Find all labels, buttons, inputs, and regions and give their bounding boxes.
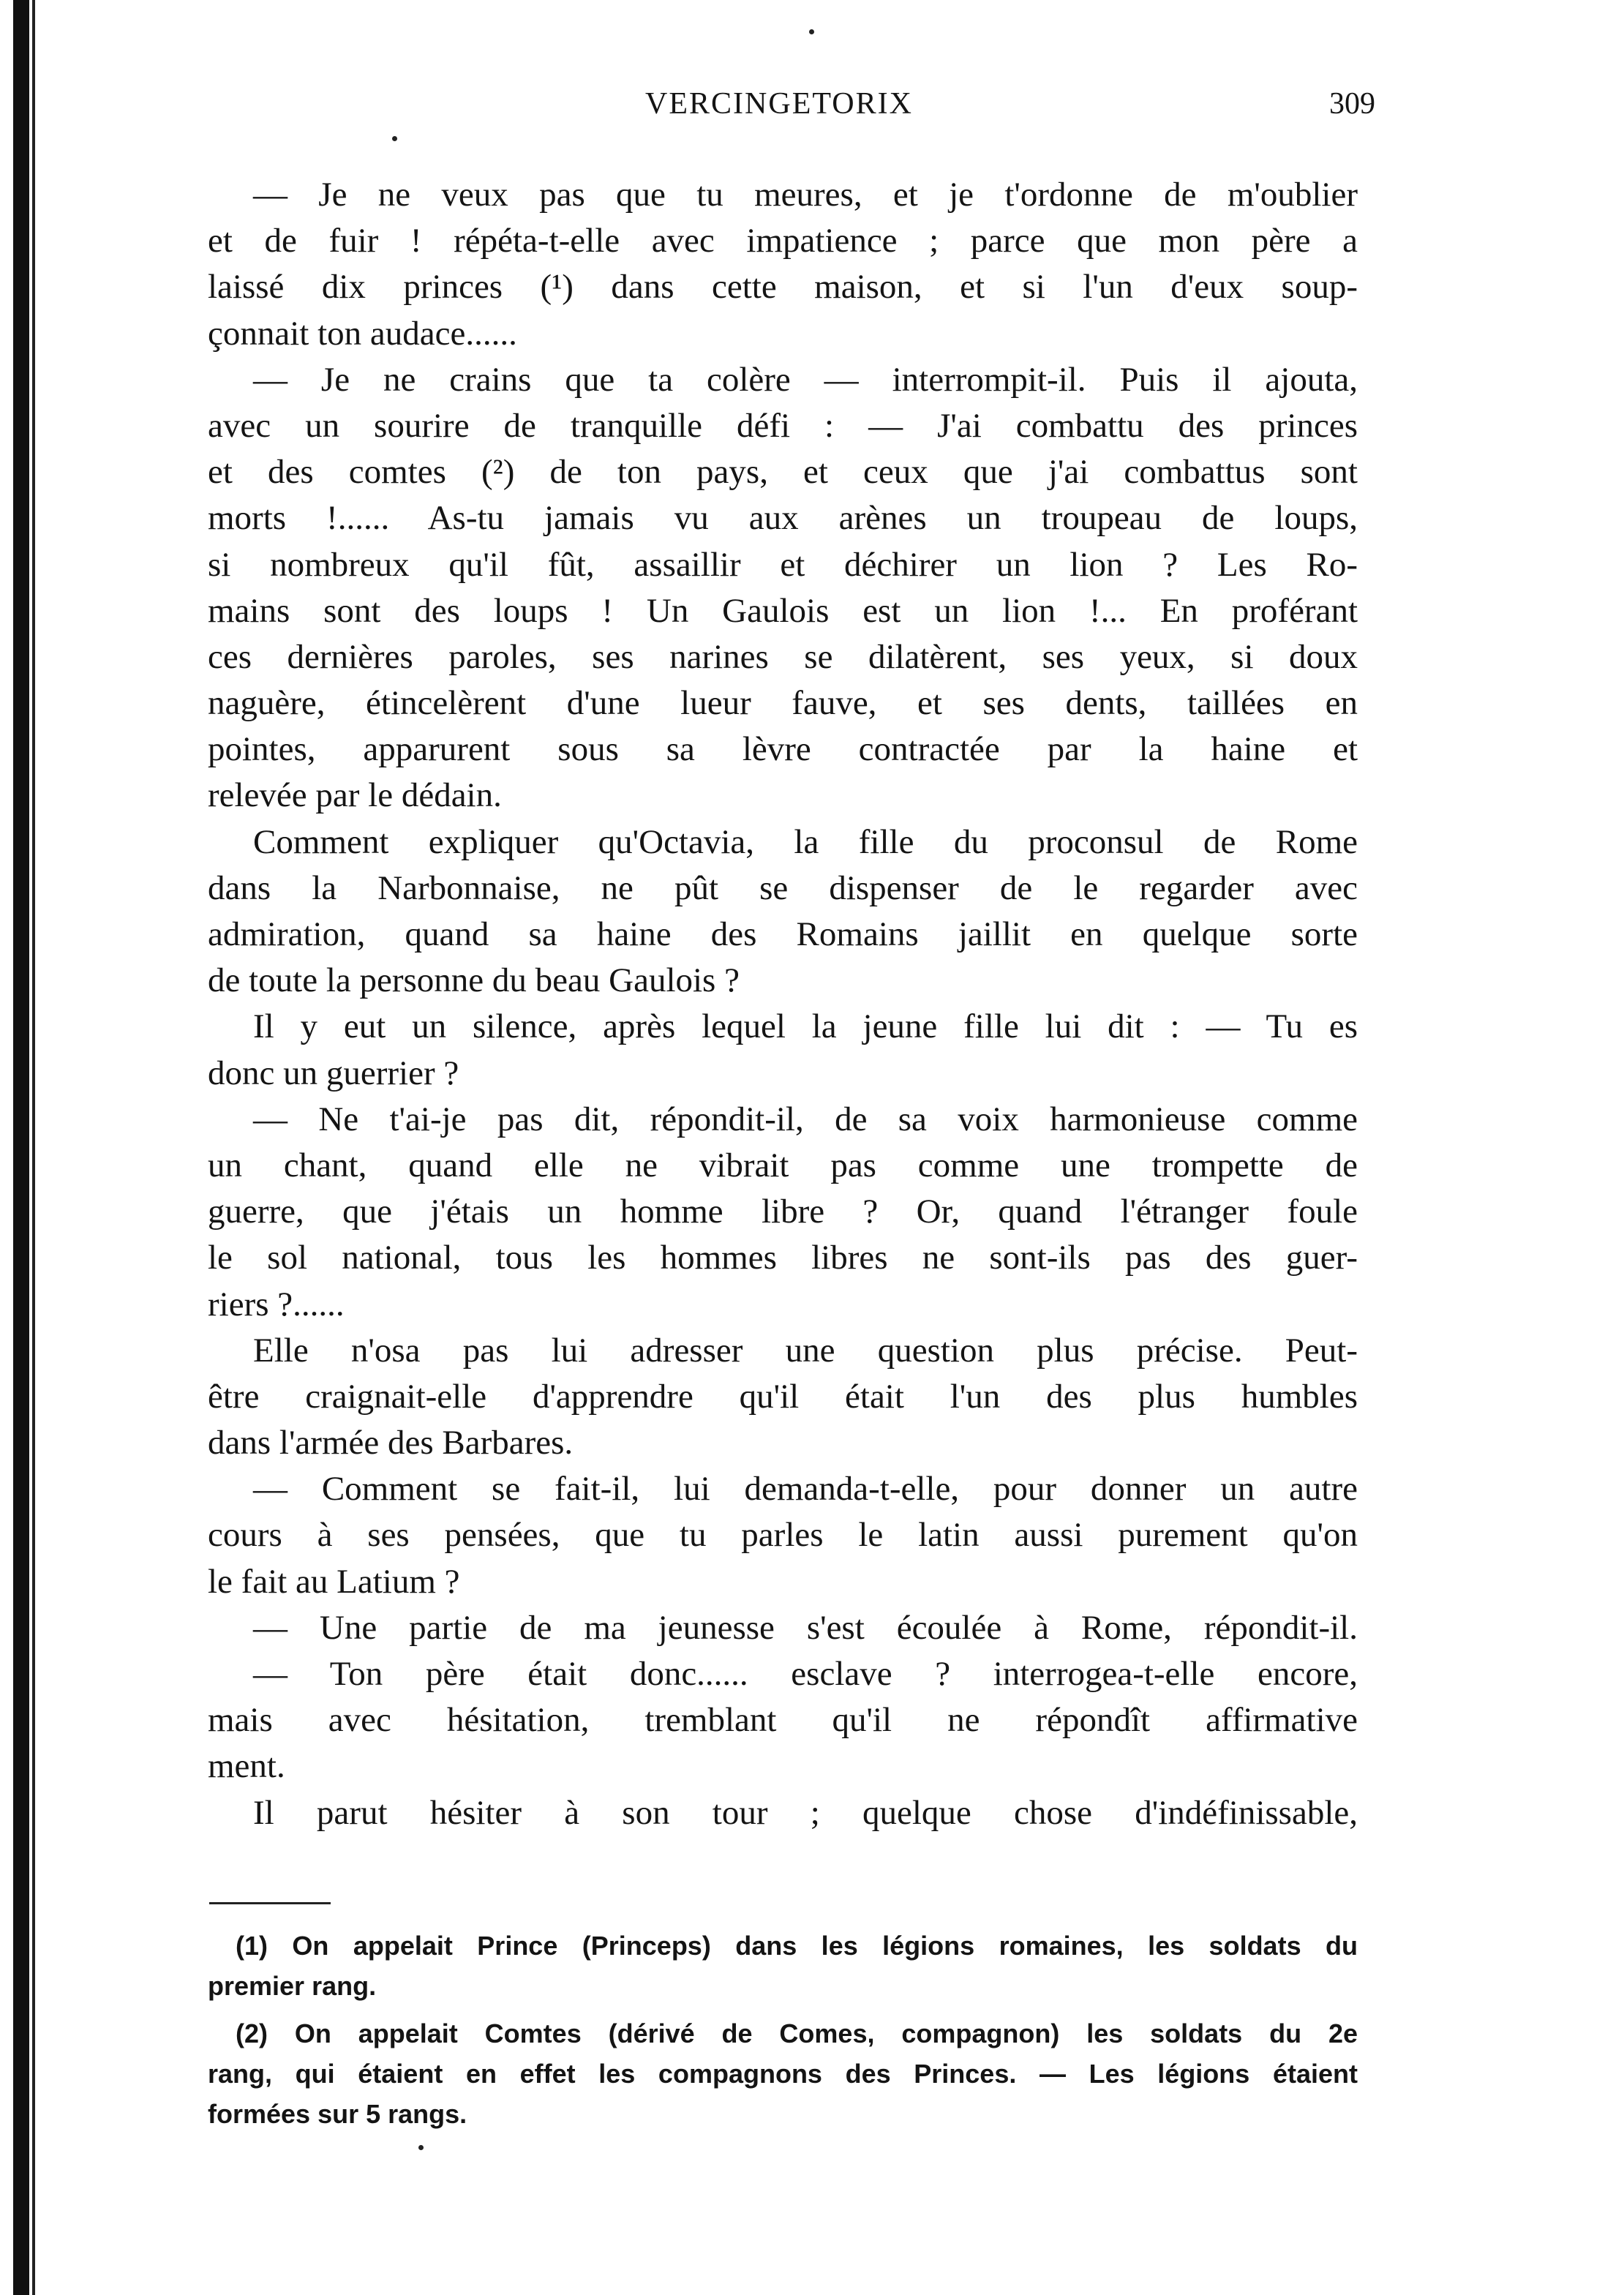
footnote-line: formées sur 5 rangs. [208,2099,467,2129]
text-line: relevée par le dédain. [208,776,502,815]
text-line: avec un sourire de tranquille défi : — J'ai combattu des princes [208,406,1358,445]
speck [418,2145,424,2150]
text-line: et de fuir ! répéta-t-elle avec impatience ; parce que mon père a [208,222,1358,260]
text-line: — Ne t'ai-je pas dit, répondit-il, de sa voix harmonieuse comme [253,1100,1358,1138]
text-line: dans la Narbonnaise, ne pût se dispenser de le regarder avec [208,868,1358,907]
text-line: — Ton père était donc...... esclave ? interrogea-t-elle encore, [253,1655,1358,1693]
text-line: — Je ne crains que ta colère — interrompit-il. Puis il ajouta, [253,360,1358,399]
text-line: Il y eut un silence, après lequel la jeune fille lui dit : — Tu es [253,1007,1358,1046]
text-line: Il parut hésiter à son tour ; quelque chose d'indéfinissable, [253,1793,1358,1832]
running-title: VERCINGETORIX [645,87,913,121]
text-line: dans l'armée des Barbares. [208,1424,574,1462]
text-line: pointes, apparurent sous sa lèvre contractée par la haine et [208,730,1358,769]
footnote-line: premier rang. [208,1971,377,2001]
speck [809,29,814,34]
text-line: donc un guerrier ? [208,1053,459,1092]
text-line: mais avec hésitation, tremblant qu'il ne répondît affirmative [208,1701,1358,1740]
text-line: laissé dix princes (¹) dans cette maison, et si l'un d'eux soup- [208,268,1358,307]
text-line: admiration, quand sa haine des Romains jaillit en quelque sorte [208,915,1358,953]
page-number: 309 [1329,87,1375,121]
body-text [208,172,1358,1836]
speck [392,136,397,141]
text-line: ment. [208,1747,285,1786]
text-line: — Comment se fait-il, lui demanda-t-elle, pour donner un autre [253,1470,1358,1509]
footnote-line: rang, qui étaient en effet les compagnons des Princes. — Les légions étaient [208,2059,1358,2089]
page-edge-line [32,0,35,2295]
text-line: un chant, quand elle ne vibrait pas comme une trompette de [208,1146,1358,1184]
text-line: riers ?...... [208,1285,345,1323]
text-line: çonnait ton audace...... [208,314,517,353]
text-line: être craignait-elle d'apprendre qu'il était l'un des plus humbles [208,1377,1358,1416]
text-line: morts !...... As-tu jamais vu aux arènes un troupeau de loups, [208,499,1358,538]
text-line: le fait au Latium ? [208,1562,460,1601]
text-line: Elle n'osa pas lui adresser une question plus précise. Peut- [253,1331,1358,1370]
footnote-rule [209,1902,331,1904]
text-line: et des comtes (²) de ton pays, et ceux que j'ai combattus sont [208,453,1358,492]
text-line: guerre, que j'étais un homme libre ? Or, quand l'étranger foule [208,1192,1358,1231]
text-line: — Une partie de ma jeunesse s'est écoulée à Rome, répondit-il. [253,1608,1358,1647]
text-line: naguère, étincelèrent d'une lueur fauve, et ses dents, taillées en [208,684,1358,723]
text-line: si nombreux qu'il fût, assaillir et déchirer un lion ? Les Ro- [208,545,1358,584]
text-line: mains sont des loups ! Un Gaulois est un lion !... En proférant [208,591,1358,630]
text-line: cours à ses pensées, que tu parles le latin aussi purement qu'on [208,1516,1358,1555]
footnotes [208,1926,1358,2134]
page-edge-shadow [13,0,29,2295]
text-line: ces dernières paroles, ses narines se dilatèrent, ses yeux, si doux [208,637,1358,676]
text-line: — Je ne veux pas que tu meures, et je t'ordonne de m'oublier [253,176,1358,214]
page-header [183,86,1375,130]
footnote-line: (1) On appelait Prince (Princeps) dans les légions romaines, les soldats du [236,1931,1358,1961]
text-line: de toute la personne du beau Gaulois ? [208,961,740,1000]
text-line: Comment expliquer qu'Octavia, la fille du proconsul de Rome [253,822,1358,861]
footnote-line: (2) On appelait Comtes (dérivé de Comes, compagnon) les soldats du 2e [236,2018,1358,2048]
text-line: le sol national, tous les hommes libres ne sont-ils pas des guer- [208,1239,1358,1277]
